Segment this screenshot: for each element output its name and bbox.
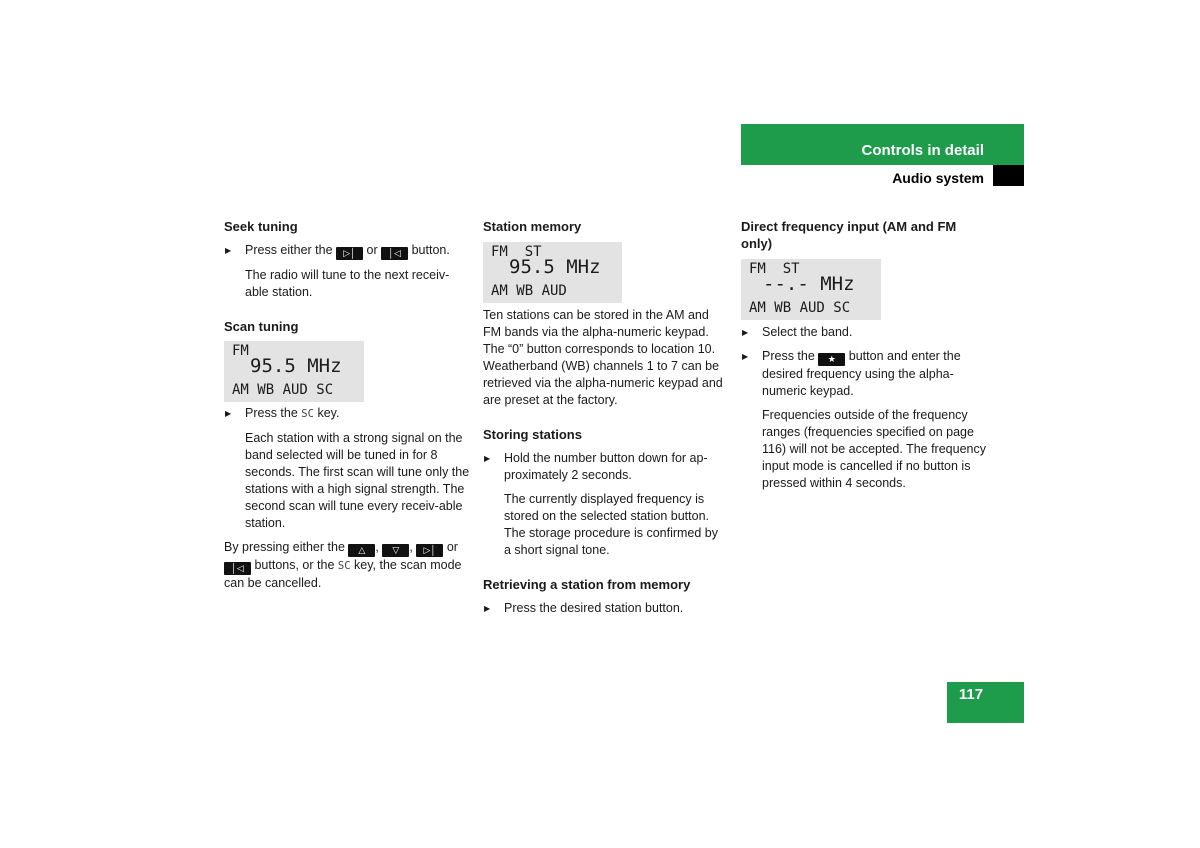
heading-direct-frequency: Direct frequency input (AM and FM only)	[741, 219, 957, 251]
display-line-3: AM WB AUD SC	[232, 382, 334, 398]
skip-previous-icon: │◁	[381, 247, 408, 260]
seek-paragraph: The radio will tune to the next receiv-able station.	[245, 268, 450, 299]
display-line-3: AM WB AUD SC	[749, 300, 851, 316]
star-icon: ★	[818, 353, 845, 366]
display-line-3: AM WB AUD	[491, 283, 567, 299]
sc-key-label: SC	[337, 560, 351, 572]
sc-key-label: SC	[301, 408, 314, 420]
subtitle-marker	[993, 165, 1024, 186]
display-frequency: --.- MHz	[763, 273, 855, 295]
memory-paragraph: Ten stations can be stored in the AM and FM bands via the alpha-numeric keypad. The “0” button corresponds to location 10. Weatherband (WB) channels 1 to 7 can be retrieved via the alpha-numeric keypad and are preset at the factory.	[483, 308, 723, 407]
column-1	[224, 218, 470, 592]
skip-next-icon: ▷│	[336, 247, 363, 260]
radio-display-memory	[483, 242, 622, 303]
storing-paragraph: The currently displayed frequency is stored on the selected station button. The storage procedure is confirmed by a short signal tone.	[504, 492, 718, 557]
retrieve-bullet-1: ▶ Press the desired station button.	[483, 600, 725, 617]
direct-paragraph: Frequencies outside of the frequency ranges (frequencies specified on page 116) will not be accepted. The frequency input mode is cancelled if no button is pressed within 4 seconds.	[762, 408, 986, 490]
radio-display-direct	[741, 259, 881, 320]
scan-paragraph: Each station with a strong signal on the band selected will be tuned in for 8 seconds. The first scan will tune only the stations with a high signal strength. The second scan will tune every receiv-able station.	[245, 431, 470, 530]
skip-next-icon: ▷│	[416, 544, 443, 557]
display-frequency: 95.5 MHz	[509, 256, 601, 278]
heading-station-memory: Station memory	[483, 219, 582, 234]
heading-seek-tuning: Seek tuning	[224, 219, 298, 234]
skip-previous-icon: │◁	[224, 562, 251, 575]
display-frequency: 95.5 MHz	[250, 355, 342, 377]
column-3	[741, 218, 986, 492]
page-number: 117	[958, 686, 984, 703]
section-subtitle: Audio system	[892, 170, 984, 186]
display-line-1: FM	[232, 343, 249, 359]
radio-display-scan	[224, 341, 364, 402]
section-title: Controls in detail	[861, 142, 984, 159]
arrow-up-icon: △	[348, 544, 375, 557]
seek-bullet-1: ▶ Press either the ▷│ or │◁ button.	[224, 242, 470, 260]
heading-scan-tuning: Scan tuning	[224, 319, 299, 334]
arrow-down-icon: ▽	[382, 544, 409, 557]
heading-retrieving-station: Retrieving a station from memory	[483, 577, 691, 592]
heading-storing-stations: Storing stations	[483, 427, 582, 442]
cancel-paragraph: By pressing either the △ , ▽ , ▷│ or │◁ buttons, or the SC key, the scan mode can be cancelled.	[224, 540, 462, 590]
direct-bullet-1: ▶ Select the band.	[741, 324, 986, 341]
column-2	[483, 218, 725, 617]
display-line-1: FM ST	[749, 261, 800, 277]
scan-bullet-1: ▶ Press the SC key.	[224, 405, 470, 423]
storing-bullet-1: ▶ Hold the number button down for ap-proximately 2 seconds.	[483, 450, 725, 484]
direct-bullet-2: ▶ Press the ★ button and enter the desired frequency using the alpha-numeric keypad.	[741, 348, 986, 400]
display-line-1: FM ST	[491, 244, 542, 260]
